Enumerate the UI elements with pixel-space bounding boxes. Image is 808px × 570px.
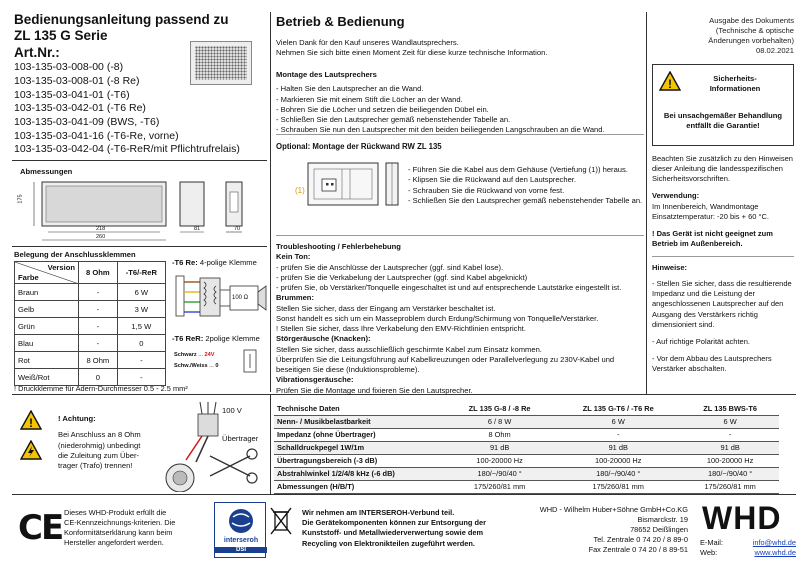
relay-terminal	[240, 348, 262, 376]
table-cell: 6 W	[555, 415, 681, 428]
troubleshooting-heading: Troubleshooting / Fehlerbehebung	[276, 242, 401, 251]
mounting-step: - Schrauben Sie nun den Lautsprecher mit den beiden beiliegenden Langschrauben an die Wand.	[276, 125, 605, 135]
part-number: 103-135-03-041-16 (-T6-Re, vorne)	[14, 129, 179, 142]
corner-top: Version	[47, 263, 75, 272]
table-cell: 175/260/81 mm	[681, 480, 779, 493]
optional-step: - Schließen Sie den Lautsprecher gemäß nebenstehender Tabelle an.	[408, 195, 643, 205]
company-fax: Fax Zentrale 0 74 20 / 8 89-51	[588, 544, 688, 554]
table-cell: 100-20000 Hz	[681, 454, 779, 467]
table-row	[15, 352, 166, 369]
safety-column	[652, 64, 794, 381]
part-number: 103-135-03-041-09 (BWS, -T6)	[14, 115, 160, 128]
white-label: Schw./Weiss	[174, 362, 208, 369]
ce-line: Konformitätserklärung kann beim	[64, 527, 173, 537]
email-row	[700, 538, 796, 548]
dim-width-inner: 218	[96, 226, 106, 232]
table-row	[274, 441, 779, 454]
interseroh-globe-icon	[227, 507, 255, 535]
part-number: 103-135-03-042-01 (-T6 Re)	[14, 102, 146, 115]
table-row	[274, 415, 779, 428]
issue-info	[644, 16, 794, 55]
table-row	[15, 301, 166, 318]
warning-icon	[20, 410, 42, 430]
table-row	[274, 428, 779, 441]
table-cell: -	[117, 369, 165, 386]
row-label: Impedanz (ohne Übertrager)	[274, 428, 444, 441]
trouble-line: - prüfen Sie, ob Verstärker/Tonquelle eingeschaltet ist und auf entsprechende Lautstärke eingestellt ist.	[276, 283, 622, 292]
svg-text:!: !	[668, 77, 672, 91]
usage-line: Im Innenbereich, Wandmontage	[652, 201, 759, 211]
volt-label: 100 V	[222, 406, 242, 415]
divider	[270, 394, 271, 494]
t6-label-row	[172, 258, 257, 268]
trouble-line: Stellen Sie sicher, dass ausschließlich geschirmte Kabel zum Einsatz kommen.	[276, 344, 542, 354]
interseroh-sub: DSI	[215, 547, 267, 553]
table-cell: 8 Ohm	[444, 428, 555, 441]
exclamation-icon: !	[14, 384, 19, 393]
wire-color: Rot	[15, 352, 79, 369]
caution-line: die Zuleitung zum Über-	[58, 450, 140, 460]
caution-heading	[58, 414, 141, 424]
exclamation-icon: !	[276, 324, 281, 333]
speaker-photo	[190, 41, 252, 85]
trouble-line: - prüfen Sie die Anschlüsse der Lautsprecher (ggf. sind Kabel lose).	[276, 262, 504, 272]
divider	[12, 160, 267, 161]
table-row	[274, 454, 779, 467]
optional-step: - Führen Sie die Kabel aus dem Gehäuse (Vertiefung (1)) heraus.	[408, 165, 628, 174]
part-number: 103-135-03-041-01 (-T6)	[14, 88, 130, 101]
table-cell: 100-20000 Hz	[555, 454, 681, 467]
table-cell: 180/~/90/40 °	[444, 467, 555, 480]
email-label: E-Mail:	[700, 538, 723, 547]
trouble-line: Sonst handelt es sich um ein Masseproblem durch Erdung/Schirmung von Tonquelle/Verstärker.	[276, 313, 599, 323]
black-value: 24V	[204, 352, 215, 358]
hint: - Stellen Sie sicher, dass die resultierende Impedanz und die Leistung der angeschlossenen Lautsprecher auf den Ausgang des Verstärkers richtig dimensioniert sind.	[652, 279, 792, 329]
table-row	[274, 480, 779, 493]
corner-bottom: Farbe	[18, 273, 39, 282]
table-row	[15, 284, 166, 301]
table-cell: 0	[117, 335, 165, 352]
table-cell: 100-20000 Hz	[444, 454, 555, 467]
trouble-line: beseitigen Sie diese (Induktionsprobleme).	[276, 365, 420, 374]
outdoor-warning	[652, 229, 794, 249]
issue-line: Änderungen vorbehalten)	[708, 35, 794, 45]
rer-label-row	[172, 334, 260, 344]
dim-height: 175	[17, 194, 24, 204]
table-cell: 3 W	[117, 301, 165, 318]
divider	[276, 235, 644, 236]
table-cell: 180/~/90/40 °	[555, 467, 681, 480]
recycle-line: Kunststoff- und Metallwiederverwertung sowie dem	[302, 528, 484, 538]
footnote-text: Druckklemme für Adern-Durchmesser 0.5 - 2.5 mm²	[18, 384, 188, 393]
company-city: 78652 Deißlingen	[630, 524, 688, 534]
table-cell: 6 W	[681, 415, 779, 428]
trouble-line: Prüfen Sie die Montage und fixieren Sie den Lautsprecher.	[276, 385, 473, 395]
series-title: ZL 135 G Serie	[14, 28, 108, 44]
caution-line: (niederohmig) unbedingt	[58, 440, 141, 450]
column-header: ZL 135 G-T6 / -T6 Re	[555, 402, 681, 415]
caution-line: Bei Anschluss an 8 Ohm	[58, 430, 141, 440]
interseroh-logo	[214, 502, 266, 558]
table-row	[15, 369, 166, 386]
column-header: ZL 135 G-8 / -8 Re	[444, 402, 555, 415]
table-cell: 175/260/81 mm	[555, 480, 681, 493]
crackle-label: Störgeräusche (Knacken):	[276, 334, 371, 344]
whd-logo: WHD	[702, 500, 782, 536]
svg-text:!: !	[29, 416, 33, 430]
relay-white-row: Schw./Weiss ... 0	[174, 362, 219, 369]
t6-label: -T6 Re:	[172, 258, 198, 267]
table-cell: 6 W	[117, 284, 165, 301]
dim-depth: 81	[194, 226, 201, 232]
safety-title	[685, 74, 785, 94]
table-cell: -	[79, 335, 118, 352]
intro-line: Nehmen Sie sich bitte einen Moment Zeit für diese kurze technische Information.	[276, 48, 548, 58]
relay-black-row: Schwarz ... 24V	[174, 352, 215, 358]
caution-line: trager (Trafo) trennen!	[58, 461, 133, 470]
table-cell: -	[79, 318, 118, 335]
tech-data-table	[274, 402, 779, 494]
divider	[652, 256, 794, 257]
trouble-line: Stellen Sie sicher, dass der Eingang am Verstärker beschaltet ist.	[276, 303, 496, 313]
table-row	[15, 335, 166, 352]
hum-label: Brummen:	[276, 293, 314, 303]
cable-footnote	[14, 384, 188, 394]
company-address	[520, 505, 688, 555]
mounting-step: - Bohren Sie die Löcher und setzen die beiliegenden Dübel ein.	[276, 104, 489, 114]
mounting-step: - Schließen Sie den Lautsprecher gemäß nebenstehender Tabelle an.	[276, 115, 511, 124]
trouble-line	[276, 324, 644, 334]
cut-wire-illustration	[150, 400, 262, 492]
guarantee-warning	[653, 111, 793, 132]
table-cell: -	[79, 284, 118, 301]
recycle-line: Wir nehmen am INTERSEROH-Verbund teil.	[302, 508, 455, 517]
outdoor-text: Das Gerät ist nicht geeignet zum Betrieb im Außenbereich.	[652, 228, 773, 248]
cable-table	[14, 261, 166, 386]
web-link[interactable]: www.whd.de	[754, 547, 796, 557]
web-row	[700, 548, 796, 558]
optional-steps	[408, 165, 642, 206]
optional-heading: Optional: Montage der Rückwand RW ZL 135	[276, 142, 442, 151]
doc-title: Bedienungsanleitung passend zu	[14, 12, 229, 27]
page-title: Betrieb & Bedienung	[276, 14, 405, 29]
part-number: 103-135-03-042-04 (-T6-ReR/mit Pflichtrufrelais)	[14, 143, 240, 156]
table-cell: 91 dB	[681, 441, 779, 454]
row-label: Abstrahlwinkel 1/2/4/8 kHz (-6 dB)	[274, 467, 444, 480]
waste-bin-icon	[270, 506, 292, 536]
wire-color: Gelb	[15, 301, 79, 318]
divider	[646, 12, 647, 394]
dimension-drawing	[14, 178, 268, 244]
troubleshooting-section	[276, 242, 644, 396]
exclamation-icon: !	[58, 414, 63, 423]
optional-step: - Schrauben Sie die Rückwand von vorne fest.	[408, 185, 565, 195]
ce-logo: CE	[18, 508, 63, 548]
divider	[270, 12, 271, 392]
issue-line: Ausgabe des Dokuments	[709, 16, 794, 25]
company-name: WHD - Wilhelm Huber+Söhne GmbH+Co.KG	[539, 505, 688, 514]
mounting-step: - Markieren Sie mit einem Stift die Löcher an der Wand.	[276, 94, 463, 104]
ce-line: Dieses WHD-Produkt erfüllt die	[64, 508, 167, 517]
table-cell: -	[555, 428, 681, 441]
dim-side: 70	[234, 226, 241, 232]
optional-step: - Klipsen Sie die Rückwand auf den Lautsprecher.	[408, 175, 577, 185]
interseroh-word: interseroh	[223, 537, 259, 544]
wire-color: Blau	[15, 335, 79, 352]
resistor-label: 100 Ω	[232, 295, 249, 301]
safety-title-line: Sicherheits-	[713, 74, 757, 83]
table-row	[15, 318, 166, 335]
relay-labels	[174, 350, 218, 371]
row-label: Schalldruckpegel 1W/1m	[274, 441, 444, 454]
divider	[12, 246, 267, 247]
wire-color: Grün	[15, 318, 79, 335]
company-phone: Tel. Zentrale 0 74 20 / 8 89-0	[593, 534, 688, 544]
part-number: 103-135-03-008-01 (-8 Re)	[14, 75, 140, 88]
guarantee-line: Bei unsachgemäßer Behandlung	[663, 111, 783, 120]
row-label: Abmessungen (H/B/T)	[274, 480, 444, 493]
warning-icon	[659, 71, 681, 91]
no-sound-label: Kein Ton:	[276, 252, 311, 262]
ce-line: CE-Kennzeichnungs-kriterien. Die	[64, 517, 176, 527]
trouble-text: Stellen Sie sicher, dass Ihre Verkabelung den EMV-Richtlinien entspricht.	[280, 324, 526, 333]
white-value: 0	[215, 362, 219, 369]
trouble-line: - prüfen Sie die Verkabelung der Lautsprecher (ggf. sind Kabel abgeknickt)	[276, 272, 528, 282]
exclamation-icon: !	[652, 228, 657, 238]
table-cell: 91 dB	[444, 441, 555, 454]
art-label: Art.Nr.:	[14, 44, 60, 60]
table-cell: -	[681, 428, 779, 441]
dimensions-heading: Abmessungen	[20, 167, 73, 176]
hint: - Vor dem Abbau des Lautsprechers Verstärker abschalten.	[652, 353, 772, 373]
usage-label: Verwendung:	[652, 191, 700, 201]
transformer-diagram	[172, 268, 268, 330]
transformer-label: Übertrager	[222, 434, 259, 443]
ce-line: Hersteller angefordert werden.	[64, 537, 164, 547]
table-cell: -	[79, 301, 118, 318]
column-header: ZL 135 BWS-T6	[681, 402, 779, 415]
table-cell: 180/~/90/40 °	[681, 467, 779, 480]
web-label: Web:	[700, 547, 718, 557]
row-label: Übertragungsbereich (-3 dB)	[274, 454, 444, 467]
mounting-heading: Montage des Lautsprechers	[276, 70, 377, 79]
recycle-line: Die Gerätekomponenten können zur Entsorgung der	[302, 518, 486, 528]
safety-title-line: Informationen	[709, 83, 761, 93]
rer-label: -T6 ReR:	[172, 334, 204, 343]
vibration-label: Vibrationsgeräusche:	[276, 375, 354, 385]
table-row	[274, 467, 779, 480]
usage-line: Einsatztemperatur: -20 bis + 60 °C.	[652, 211, 770, 221]
table-cell: 1,5 W	[117, 318, 165, 335]
contact-links	[700, 538, 796, 558]
hint: - Auf richtige Polarität achten.	[652, 336, 750, 346]
caution-section	[58, 414, 141, 471]
wire-color: Braun	[15, 284, 79, 301]
table-cell: -	[117, 352, 165, 369]
black-label: Schwarz	[174, 352, 197, 358]
trouble-line: Überprüfen Sie die Leitungsführung auf Kabelkreuzungen oder Parallelverlegung zu 230V-Kabel und	[276, 354, 615, 364]
divider	[12, 494, 796, 495]
issue-line: (Technische & optische	[715, 25, 794, 35]
row-label: Nenn- / Musikbelastbarkeit	[274, 415, 444, 428]
t6-text: 4-polige Klemme	[199, 258, 257, 267]
mounting-step: - Halten Sie den Lautsprecher an die Wand.	[276, 84, 424, 94]
table-cell: 6 / 8 W	[444, 415, 555, 428]
wire-color: Weiß/Rot	[15, 369, 79, 386]
corner-cell	[15, 262, 79, 284]
table-cell: 91 dB	[555, 441, 681, 454]
table-cell: 0	[79, 369, 118, 386]
dim-width-outer: 260	[96, 234, 106, 240]
company-street: Bismarckstr. 19	[637, 514, 688, 524]
guarantee-line: entfällt die Garantie!	[686, 121, 760, 131]
rer-text: 2polige Klemme	[205, 334, 260, 343]
safety-note: Beachten Sie zusätzlich zu den Hinweisen dieser Anleitung die landesspezifischen Sicherheitsvorschriften.	[652, 154, 793, 184]
safety-box	[652, 64, 794, 146]
issue-date: 08.02.2021	[755, 45, 794, 55]
mounting-section	[276, 70, 605, 136]
ce-text	[64, 508, 175, 548]
hint-label: Hinweise:	[652, 263, 688, 272]
column-header: Technische Daten	[274, 402, 444, 415]
recycle-text	[302, 508, 486, 549]
cable-table-heading: Belegung der Anschlussklemmen	[14, 250, 136, 259]
intro-line: Vielen Dank für den Kauf unseres Wandlautsprechers.	[276, 38, 459, 47]
recycle-line: Recycling von Elektronikteilen zugeführt werden.	[302, 538, 475, 548]
table-cell: 175/260/81 mm	[444, 480, 555, 493]
intro-text	[276, 38, 547, 59]
back-panel-drawing	[292, 157, 407, 213]
electric-hazard-icon	[20, 440, 42, 460]
col-header: -T6/-ReR	[117, 262, 165, 284]
col-header: 8 Ohm	[79, 262, 118, 284]
part-number: 103-135-03-008-00 (-8)	[14, 61, 124, 74]
marker-1: (1)	[295, 186, 305, 195]
caution-heading-text: Achtung:	[62, 414, 96, 423]
email-link[interactable]: info@whd.de	[752, 538, 796, 547]
table-cell: 8 Ohm	[79, 352, 118, 369]
